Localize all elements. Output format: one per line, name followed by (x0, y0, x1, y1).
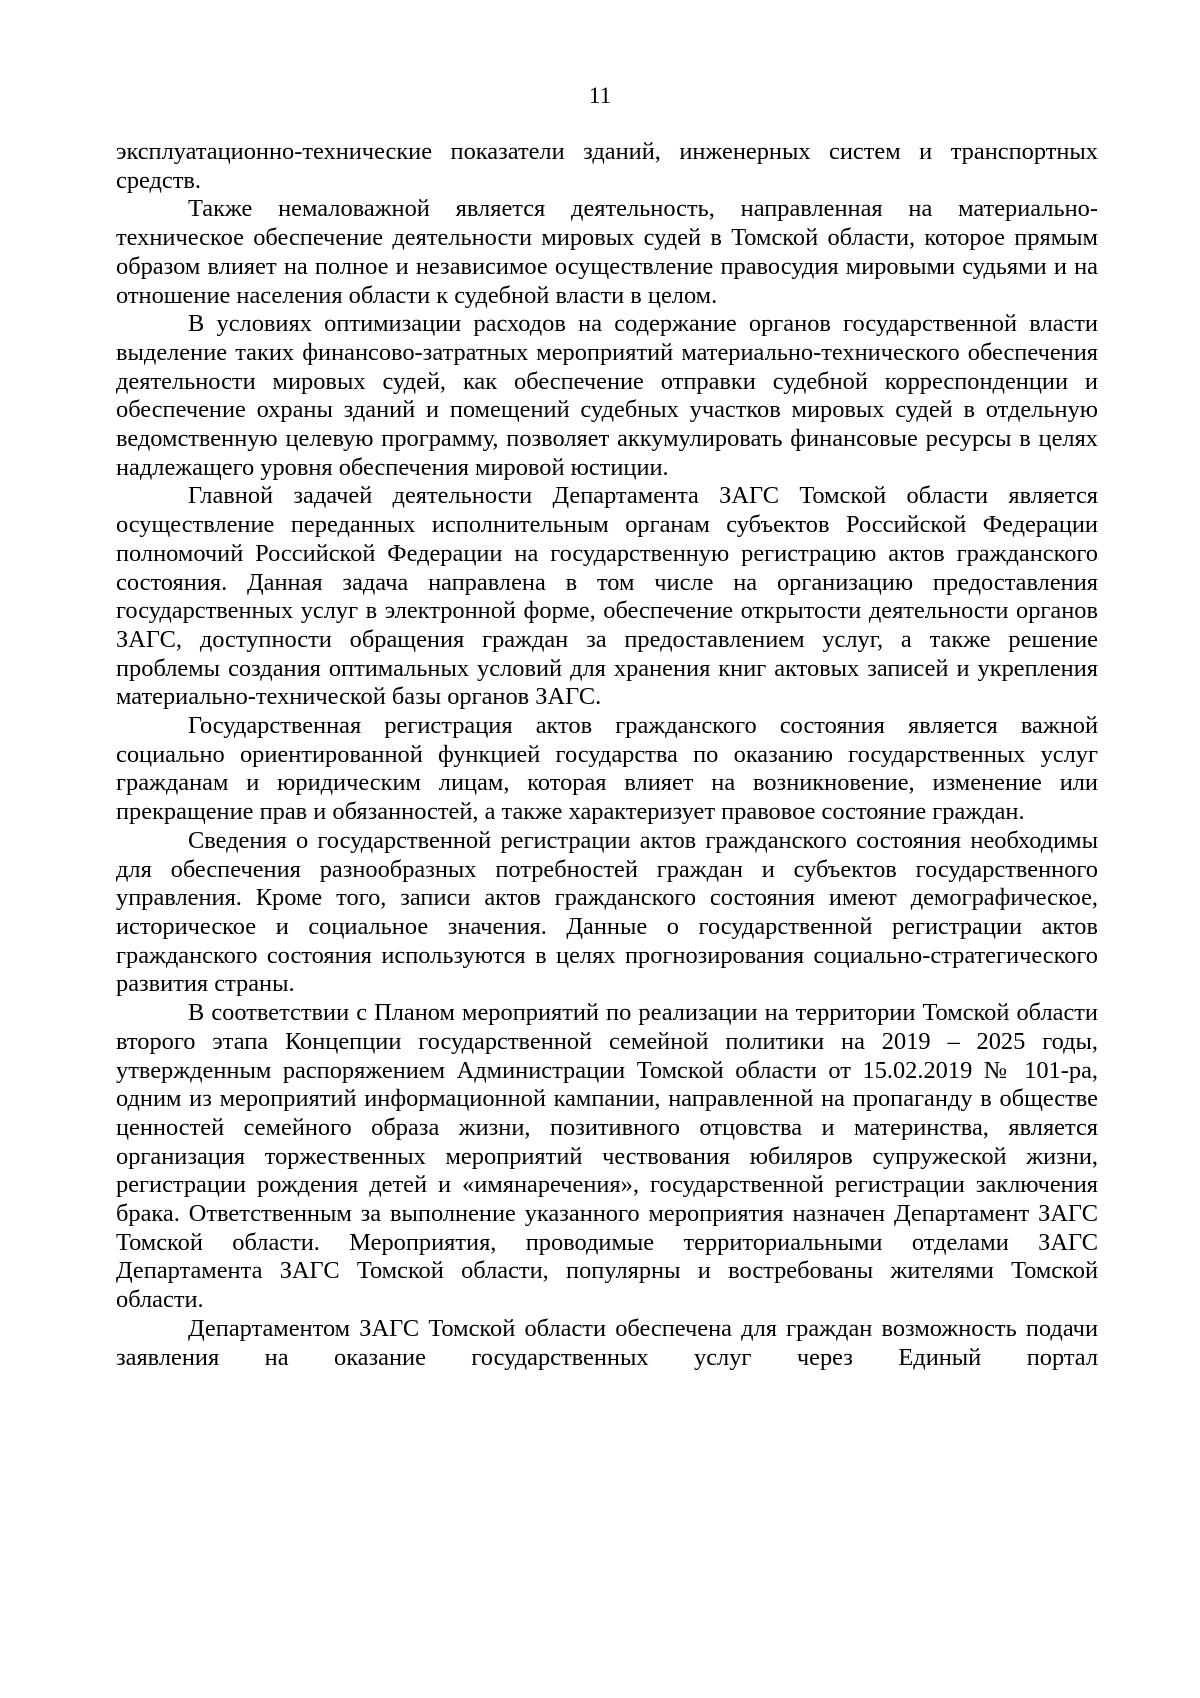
paragraph-cost-optimization: В условиях оптимизации расходов на содержание органов государственной власти выделение таких финансово-затратных мероприятий материально-технического обеспечения деятельности мировых судей, как обеспечение отправки судебной корреспонденции и обеспечение охраны зданий и помещений судебных участков мировых судей в отдельную ведомственную целевую программу, позволяет аккумулировать финансовые ресурсы в целях надлежащего уровня обеспечения мировой юстиции. (116, 310, 1098, 481)
paragraph-unified-portal: Департаментом ЗАГС Томской области обеспечена для граждан возможность подачи заявления на оказание государственных услуг через Единый портал (116, 1314, 1098, 1371)
paragraph-family-policy-plan: В соответствии с Планом мероприятий по реализации на территории Томской области второго этапа Концепции государственной семейной политики на 2019 – 2025 годы, утвержденным распоряжением Администрации Томской области от 15.02.2019 № 101-ра, одним из мероприятий информационной кампании, направленной на пропаганду в обществе ценностей семейного образа жизни, позитивного отцовства и материнства, является организация торжественных мероприятий чествования юбиляров супружеской жизни, регистрации рождения детей и «имянаречения», государственной регистрации заключения брака. Ответственным за выполнение указанного мероприятия назначен Департамент ЗАГС Томской области. Мероприятия, проводимые территориальными отделами ЗАГС Департамента ЗАГС Томской области, популярны и востребованы жителями Томской области. (116, 999, 1098, 1314)
document-body (116, 138, 1098, 1372)
paragraph-material-support: Также немаловажной является деятельность, направленная на материально-техническое обеспечение деятельности мировых судей в Томской области, которое прямым образом влияет на полное и независимое осуществление правосудия мировыми судьями и на отношение населения области к судебной власти в целом. (116, 195, 1098, 309)
paragraph-zags-main-task: Главной задачей деятельности Департамента ЗАГС Томской области является осуществление переданных исполнительным органам субъектов Российской Федерации полномочий Российской Федерации на государственную регистрацию актов гражданского состояния. Данная задача направлена в том числе на организацию предоставления государственных услуг в электронной форме, обеспечение открытости деятельности органов ЗАГС, доступности обращения граждан за предоставлением услуг, а также решение проблемы создания оптимальных условий для хранения книг актовых записей и укрепления материально-технической базы органов ЗАГС. (116, 482, 1098, 711)
paragraph-continuation: эксплуатационно-технические показатели зданий, инженерных систем и транспортных средств. (116, 138, 1098, 194)
paragraph-state-registration: Государственная регистрация актов гражданского состояния является важной социально ориентированной функцией государства по оказанию государственных услуг гражданам и юридическим лицам, которая влияет на возникновение, изменение или прекращение прав и обязанностей, а также характеризует правовое состояние граждан. (116, 712, 1098, 826)
page-number: 11 (588, 83, 612, 108)
paragraph-registration-data: Сведения о государственной регистрации актов гражданского состояния необходимы для обеспечения разнообразных потребностей граждан и субъектов государственного управления. Кроме того, записи актов гражданского состояния имеют демографическое, историческое и социальное значения. Данные о государственной регистрации актов гражданского состояния используются в целях прогнозирования социально-стратегического развития страны. (116, 826, 1098, 998)
